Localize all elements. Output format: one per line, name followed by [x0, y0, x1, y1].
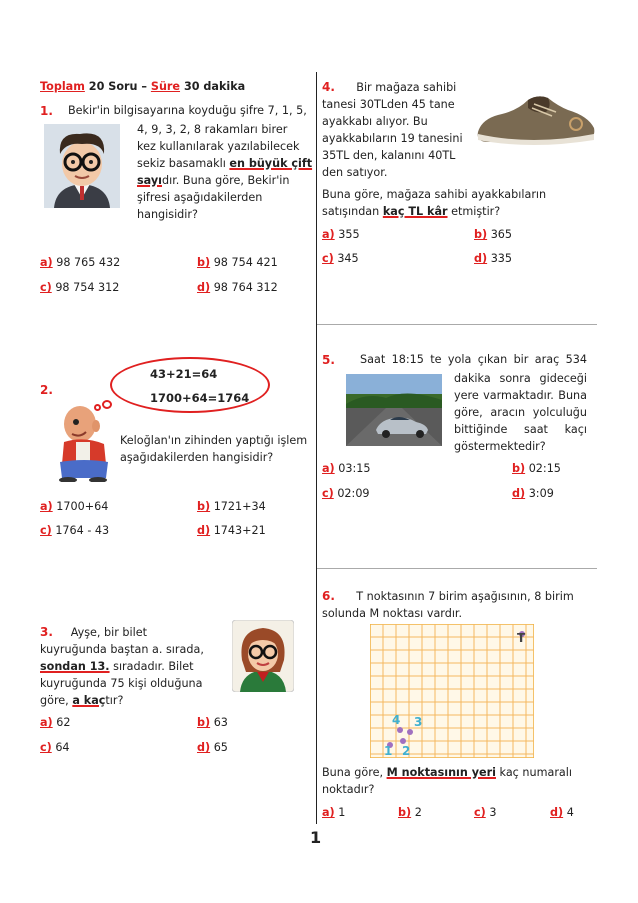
q1-line5b: dır. Buna göre, Bekir'in	[162, 174, 290, 187]
q3-line3a: sondan 13.	[40, 660, 110, 673]
grid-label-2: 2	[402, 744, 411, 758]
q6-line3a: Buna göre,	[322, 766, 384, 779]
q5-line5b: saat	[524, 423, 548, 436]
q3-number: 3.	[40, 625, 53, 639]
q6-line3c: kaç numaralı	[499, 766, 572, 779]
q5-option-c[interactable]: c) 02:09	[322, 487, 370, 500]
q5-body	[454, 370, 587, 455]
q5-option-a[interactable]: a) 03:15	[322, 462, 371, 475]
q4-number: 4.	[322, 80, 335, 94]
q1-option-d[interactable]: d) 98 764 312	[197, 281, 278, 294]
q4-line3: ayakkabı alıyor. Bu	[322, 115, 428, 128]
grid-point-4	[397, 727, 403, 733]
q5-line5a: bittiğinde	[454, 423, 508, 436]
q4-line8c: etmiştir?	[451, 205, 501, 218]
q6-option-c[interactable]: c) 3	[474, 806, 497, 819]
q1-line2: 4, 9, 3, 2, 8 rakamları birer	[137, 123, 288, 136]
q5-line1: Saat 18:15 te yola çıkan bir araç 534	[360, 353, 587, 366]
q5-option-b[interactable]: b) 02:15	[512, 462, 561, 475]
q2-option-b[interactable]: b) 1721+34	[197, 500, 266, 513]
q2-option-a[interactable]: a) 1700+64	[40, 500, 109, 513]
bubble-line2: 1700+64=1764	[150, 391, 250, 405]
q2-option-d[interactable]: d) 1743+21	[197, 524, 266, 537]
q6-option-d[interactable]: d) 4	[550, 806, 574, 819]
header-toplam: Toplam	[40, 80, 85, 93]
q1-line4b: en büyük çift	[229, 157, 313, 170]
q6-line4: noktadır?	[322, 783, 375, 796]
q3-option-c[interactable]: c) 64	[40, 741, 70, 754]
exam-header	[40, 80, 245, 93]
q5-line1-row	[322, 353, 587, 367]
grid-label-1: 1	[384, 744, 393, 758]
q4-line8b: kaç TL kâr	[382, 205, 448, 218]
q3-line3b: sıradadır. Bilet	[113, 660, 194, 673]
bubble-line1: 43+21=64	[150, 367, 218, 381]
q3-line5c: tır?	[105, 694, 124, 707]
question-3	[40, 624, 204, 709]
q5-line5c: kaçı	[564, 423, 587, 436]
q5-number: 5.	[322, 353, 335, 367]
q4-body	[322, 186, 546, 220]
q6-number: 6.	[322, 589, 335, 603]
car-image	[346, 374, 442, 446]
separator-q4-q5	[317, 324, 597, 325]
header-sure: Süre	[150, 80, 181, 93]
q1-line1: Bekir'in bilgisayarına koyduğu şifre 7, 1, 5,	[68, 104, 307, 117]
q1-line5a: sayı	[137, 174, 162, 187]
q4-line6: den satıyor.	[322, 166, 388, 179]
q4-line7: Buna göre, mağaza sahibi ayakkabıların	[322, 188, 547, 201]
q2-option-c[interactable]: c) 1764 - 43	[40, 524, 110, 537]
q4-option-c[interactable]: c) 345	[322, 252, 359, 265]
q4-option-a[interactable]: a) 355	[322, 228, 360, 241]
q1-number: 1.	[40, 104, 53, 118]
q3-line4: kuyruğunda 75 kişi olduğuna	[40, 677, 203, 690]
question-6	[322, 588, 574, 622]
q2-line1: Keloğlan'ın zihinden yaptığı işlem	[120, 434, 308, 447]
q6-line3b: M noktasının yeri	[386, 766, 496, 779]
q1-option-c[interactable]: c) 98 754 312	[40, 281, 120, 294]
column-divider	[316, 72, 317, 824]
q1-line4a: sekiz basamaklı	[137, 157, 226, 170]
q2-line2: aşağıdakilerden hangisidir?	[120, 451, 274, 464]
q6-line2: solunda M noktası vardır.	[322, 607, 463, 620]
q3-option-b[interactable]: b) 63	[197, 716, 228, 729]
question-4	[322, 79, 463, 181]
q1-option-a[interactable]: a) 98 765 432	[40, 256, 121, 269]
q1-body	[137, 121, 312, 223]
q6-body	[322, 764, 572, 798]
q1-line3: kez kullanılarak yazılabilecek	[137, 140, 300, 153]
ayse-avatar	[232, 620, 294, 692]
keloglan-figure	[56, 402, 112, 482]
header-dakika: 30 dakika	[183, 80, 246, 93]
grid-label-4: 4	[392, 713, 401, 727]
q6-option-a[interactable]: a) 1	[322, 806, 346, 819]
shoe-image	[472, 88, 600, 150]
q1-line7: hangisidir?	[137, 208, 198, 221]
grid-label-3: 3	[414, 715, 423, 729]
q5-line4: göre, aracın yolculuğu	[454, 406, 587, 419]
grid-point-3	[407, 729, 413, 735]
q5-line3: yere varmaktadır. Buna	[454, 389, 587, 402]
q3-line1: Ayşe, bir bilet	[70, 626, 147, 639]
separator-q5-q6	[317, 568, 597, 569]
q5-option-d[interactable]: d) 3:09	[512, 487, 554, 500]
q4-line5: 35TL den, kalanını 40TL	[322, 149, 456, 162]
grid-label-T: T	[517, 631, 526, 645]
q4-line2: tanesi 30TLden 45 tane	[322, 98, 455, 111]
q4-line1: Bir mağaza sahibi	[356, 81, 457, 94]
q3-option-d[interactable]: d) 65	[197, 741, 228, 754]
q3-line2: kuyruğunda baştan a. sırada,	[40, 643, 204, 656]
q3-line5b: a kaç	[72, 694, 106, 707]
q3-line5a: göre,	[40, 694, 69, 707]
q2-body	[120, 432, 307, 466]
bekir-avatar	[44, 124, 120, 208]
q1-option-b[interactable]: b) 98 754 421	[197, 256, 278, 269]
q1-line6: şifresi aşağıdakilerden	[137, 191, 263, 204]
q6-line1: T noktasının 7 birim aşağısının, 8 birim	[356, 590, 574, 603]
q4-line4: ayakkabıların 19 tanesini	[322, 132, 463, 145]
q3-option-a[interactable]: a) 62	[40, 716, 71, 729]
page-number: 1	[310, 828, 322, 847]
q4-option-b[interactable]: b) 365	[474, 228, 513, 241]
coordinate-grid	[370, 624, 534, 758]
q2-number: 2.	[40, 383, 53, 397]
q5-line6: göstermektedir?	[454, 440, 546, 453]
q6-option-b[interactable]: b) 2	[398, 806, 422, 819]
q4-option-d[interactable]: d) 335	[474, 252, 513, 265]
q5-line2: dakika sonra gideceği	[454, 372, 587, 385]
header-soru: 20 Soru –	[88, 80, 147, 93]
q4-line8a: satışından	[322, 205, 380, 218]
